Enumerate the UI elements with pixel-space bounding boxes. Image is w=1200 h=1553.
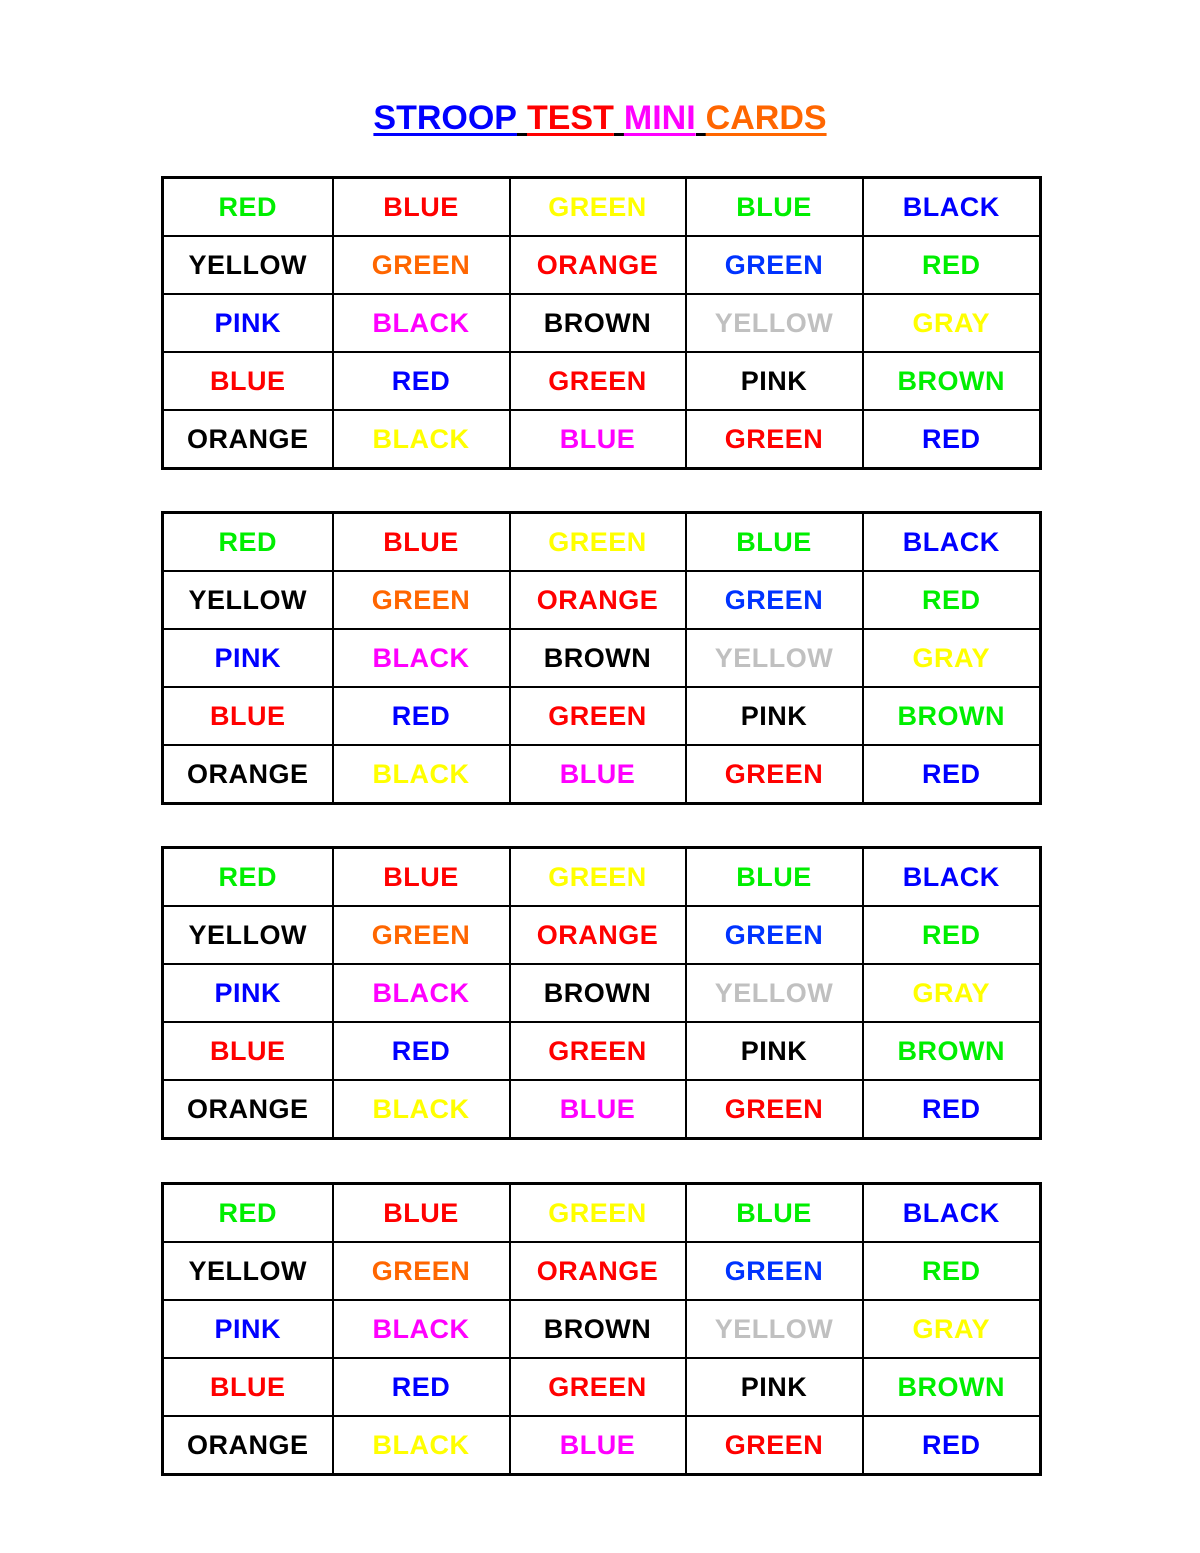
stroop-word: RED bbox=[391, 1371, 451, 1402]
card-row bbox=[163, 1184, 1041, 1243]
stroop-word: BROWN bbox=[897, 365, 1005, 396]
stroop-word: BROWN bbox=[543, 1313, 652, 1344]
card-row bbox=[163, 513, 1041, 572]
card-cell bbox=[333, 1358, 510, 1416]
card-cell bbox=[863, 178, 1041, 237]
stroop-card-3 bbox=[161, 846, 1042, 1140]
card-row bbox=[163, 745, 1041, 804]
card-cell bbox=[333, 848, 510, 907]
stroop-word: BLUE bbox=[210, 1035, 286, 1066]
stroop-word: RED bbox=[921, 584, 981, 615]
stroop-word: GREEN bbox=[724, 758, 824, 789]
stroop-word: ORANGE bbox=[536, 584, 659, 615]
card-cell bbox=[333, 178, 510, 237]
stroop-word: RED bbox=[921, 1093, 981, 1124]
stroop-word: ORANGE bbox=[536, 1255, 659, 1286]
card-cell bbox=[863, 745, 1041, 804]
stroop-word: BLACK bbox=[372, 1093, 470, 1124]
card-cell bbox=[863, 1300, 1041, 1358]
card-cell bbox=[333, 906, 510, 964]
card-cell bbox=[686, 629, 863, 687]
stroop-word: BLUE bbox=[383, 861, 459, 892]
card-row bbox=[163, 352, 1041, 410]
card-row bbox=[163, 1300, 1041, 1358]
stroop-word: BROWN bbox=[543, 642, 652, 673]
card-cell bbox=[863, 1416, 1041, 1475]
stroop-word: BLUE bbox=[210, 1371, 286, 1402]
stroop-word: PINK bbox=[214, 642, 281, 673]
card-cell bbox=[333, 513, 510, 572]
stroop-word: GREEN bbox=[548, 526, 647, 557]
stroop-word: RED bbox=[921, 423, 981, 454]
card-cell bbox=[510, 964, 686, 1022]
stroop-word: BLUE bbox=[736, 191, 812, 222]
stroop-word: RED bbox=[391, 1035, 451, 1066]
card-cell bbox=[163, 1022, 333, 1080]
stroop-word: RED bbox=[921, 1429, 981, 1460]
card-row bbox=[163, 1242, 1041, 1300]
card-cell bbox=[510, 1416, 686, 1475]
stroop-word: BLACK bbox=[902, 526, 1000, 557]
stroop-word: GREEN bbox=[371, 584, 471, 615]
stroop-word: RED bbox=[921, 919, 981, 950]
card-cell bbox=[863, 629, 1041, 687]
stroop-word: RED bbox=[921, 249, 981, 280]
card-row bbox=[163, 1358, 1041, 1416]
title-underline-gap bbox=[696, 133, 706, 136]
card-row bbox=[163, 178, 1041, 237]
card-cell bbox=[510, 236, 686, 294]
stroop-word: BLUE bbox=[383, 1197, 459, 1228]
card-cell bbox=[510, 1358, 686, 1416]
card-cell bbox=[863, 964, 1041, 1022]
card-cell bbox=[510, 1184, 686, 1243]
stroop-word: YELLOW bbox=[714, 1313, 834, 1344]
page-title bbox=[0, 98, 1200, 138]
card-cell bbox=[863, 906, 1041, 964]
stroop-word: GREEN bbox=[548, 700, 647, 731]
stroop-word: YELLOW bbox=[714, 307, 834, 338]
stroop-word: BLACK bbox=[372, 1429, 470, 1460]
stroop-word: YELLOW bbox=[714, 977, 834, 1008]
card-row bbox=[163, 848, 1041, 907]
card-cell bbox=[163, 1242, 333, 1300]
card-cell bbox=[163, 964, 333, 1022]
card-cell bbox=[510, 410, 686, 469]
card-cell bbox=[510, 178, 686, 237]
card-cell bbox=[686, 294, 863, 352]
stroop-word: GREEN bbox=[724, 584, 824, 615]
card-cell bbox=[163, 745, 333, 804]
card-cell bbox=[510, 745, 686, 804]
stroop-word: BLUE bbox=[559, 1429, 636, 1460]
card-cell bbox=[686, 1300, 863, 1358]
stroop-word: GREEN bbox=[371, 919, 471, 950]
stroop-word: BROWN bbox=[897, 700, 1005, 731]
title-word-cards: CARDS bbox=[705, 99, 827, 137]
card-cell bbox=[686, 410, 863, 469]
stroop-word: YELLOW bbox=[188, 919, 307, 950]
card-cell bbox=[686, 964, 863, 1022]
card-cell bbox=[863, 848, 1041, 907]
stroop-word: BLUE bbox=[383, 526, 459, 557]
card-cell bbox=[686, 236, 863, 294]
card-cell bbox=[333, 1080, 510, 1139]
card-cell bbox=[163, 848, 333, 907]
card-row bbox=[163, 687, 1041, 745]
stroop-word: ORANGE bbox=[536, 919, 659, 950]
stroop-word: YELLOW bbox=[188, 1255, 307, 1286]
title-word-stroop: STROOP bbox=[373, 99, 517, 137]
card-cell bbox=[163, 513, 333, 572]
card-cell bbox=[510, 571, 686, 629]
stroop-word: BLACK bbox=[372, 758, 470, 789]
stroop-card-4 bbox=[161, 1182, 1042, 1476]
card-cell bbox=[333, 745, 510, 804]
stroop-word: GREEN bbox=[548, 1197, 647, 1228]
stroop-word: BLUE bbox=[210, 365, 286, 396]
card-cell bbox=[333, 236, 510, 294]
stroop-word: BROWN bbox=[897, 1035, 1005, 1066]
card-cell bbox=[863, 1184, 1041, 1243]
stroop-word: BLUE bbox=[559, 758, 636, 789]
stroop-word: RED bbox=[921, 1255, 981, 1286]
stroop-word: PINK bbox=[214, 1313, 281, 1344]
stroop-word: BLACK bbox=[372, 307, 470, 338]
card-row bbox=[163, 571, 1041, 629]
card-cell bbox=[333, 571, 510, 629]
card-cell bbox=[510, 1022, 686, 1080]
card-cell bbox=[333, 1022, 510, 1080]
card-cell bbox=[686, 906, 863, 964]
card-cell bbox=[333, 964, 510, 1022]
stroop-word: PINK bbox=[740, 700, 808, 731]
title-word-mini: MINI bbox=[623, 99, 696, 137]
card-cell bbox=[686, 1358, 863, 1416]
card-cell bbox=[686, 1184, 863, 1243]
card-cell bbox=[510, 629, 686, 687]
card-cell bbox=[333, 294, 510, 352]
card-cell bbox=[686, 1022, 863, 1080]
stroop-word: PINK bbox=[214, 307, 281, 338]
stroop-word: BLACK bbox=[902, 191, 1000, 222]
card-cell bbox=[863, 236, 1041, 294]
card-cell bbox=[163, 571, 333, 629]
card-row bbox=[163, 410, 1041, 469]
stroop-word: YELLOW bbox=[188, 249, 307, 280]
stroop-word: BLUE bbox=[383, 191, 459, 222]
card-row bbox=[163, 236, 1041, 294]
stroop-word: PINK bbox=[740, 365, 808, 396]
stroop-word: BROWN bbox=[543, 977, 652, 1008]
card-cell bbox=[686, 848, 863, 907]
card-row bbox=[163, 1416, 1041, 1475]
card-row bbox=[163, 294, 1041, 352]
card-cell bbox=[163, 1300, 333, 1358]
stroop-word: GREEN bbox=[724, 1429, 824, 1460]
card-cell bbox=[163, 352, 333, 410]
card-cell bbox=[163, 294, 333, 352]
card-cell bbox=[333, 1300, 510, 1358]
card-cell bbox=[510, 906, 686, 964]
card-row bbox=[163, 629, 1041, 687]
card-cell bbox=[163, 236, 333, 294]
card-cell bbox=[163, 1416, 333, 1475]
card-cell bbox=[333, 687, 510, 745]
card-cell bbox=[863, 410, 1041, 469]
card-cell bbox=[686, 1416, 863, 1475]
stroop-word: GREEN bbox=[548, 191, 647, 222]
stroop-word: RED bbox=[218, 526, 277, 557]
stroop-word: BLACK bbox=[902, 861, 1000, 892]
card-cell bbox=[686, 178, 863, 237]
card-cell bbox=[333, 410, 510, 469]
stroop-word: BLACK bbox=[372, 977, 470, 1008]
stroop-word: RED bbox=[218, 191, 277, 222]
stroop-word: BLACK bbox=[372, 642, 470, 673]
card-cell bbox=[510, 1242, 686, 1300]
stroop-word: GREEN bbox=[371, 249, 471, 280]
stroop-word: BLUE bbox=[559, 1093, 636, 1124]
card-cell bbox=[510, 294, 686, 352]
card-cell bbox=[510, 848, 686, 907]
card-cell bbox=[333, 1242, 510, 1300]
stroop-word: GREEN bbox=[724, 919, 824, 950]
card-cell bbox=[333, 1184, 510, 1243]
card-cell bbox=[333, 1416, 510, 1475]
stroop-word: BLUE bbox=[736, 861, 812, 892]
stroop-word: ORANGE bbox=[186, 1429, 309, 1460]
card-cell bbox=[863, 294, 1041, 352]
card-cell bbox=[163, 1184, 333, 1243]
stroop-word: PINK bbox=[740, 1371, 808, 1402]
stroop-word: ORANGE bbox=[186, 758, 309, 789]
card-cell bbox=[863, 571, 1041, 629]
card-cell bbox=[686, 1080, 863, 1139]
stroop-word: GREEN bbox=[548, 1371, 647, 1402]
card-cell bbox=[686, 1242, 863, 1300]
stroop-word: RED bbox=[921, 758, 981, 789]
title-underline-gap bbox=[517, 133, 527, 136]
stroop-word: BROWN bbox=[543, 307, 652, 338]
stroop-card-2 bbox=[161, 511, 1042, 805]
stroop-word: PINK bbox=[740, 1035, 808, 1066]
stroop-word: GREEN bbox=[724, 1255, 824, 1286]
title-word-test: TEST bbox=[526, 99, 614, 137]
stroop-card-1 bbox=[161, 176, 1042, 470]
stroop-word: BLACK bbox=[372, 423, 470, 454]
stroop-word: GREEN bbox=[548, 365, 647, 396]
stroop-word: GRAY bbox=[912, 307, 991, 338]
stroop-word: GRAY bbox=[912, 977, 991, 1008]
card-cell bbox=[163, 178, 333, 237]
stroop-word: GRAY bbox=[912, 1313, 991, 1344]
card-cell bbox=[333, 352, 510, 410]
stroop-word: GREEN bbox=[724, 423, 824, 454]
card-row bbox=[163, 964, 1041, 1022]
card-cell bbox=[686, 513, 863, 572]
stroop-word: RED bbox=[218, 1197, 277, 1228]
card-row bbox=[163, 906, 1041, 964]
card-cell bbox=[163, 906, 333, 964]
card-cell bbox=[163, 687, 333, 745]
stroop-word: YELLOW bbox=[714, 642, 834, 673]
card-cell bbox=[163, 1080, 333, 1139]
stroop-word: GRAY bbox=[912, 642, 991, 673]
stroop-word: GREEN bbox=[548, 1035, 647, 1066]
card-cell bbox=[163, 629, 333, 687]
stroop-word: BLUE bbox=[736, 526, 812, 557]
stroop-word: ORANGE bbox=[186, 1093, 309, 1124]
card-cell bbox=[163, 1358, 333, 1416]
card-cell bbox=[863, 1022, 1041, 1080]
stroop-word: BLUE bbox=[559, 423, 636, 454]
card-cell bbox=[510, 352, 686, 410]
card-cell bbox=[863, 687, 1041, 745]
card-cell bbox=[510, 513, 686, 572]
stroop-word: BLUE bbox=[736, 1197, 812, 1228]
stroop-word: GREEN bbox=[371, 1255, 471, 1286]
card-cell bbox=[863, 352, 1041, 410]
card-cell bbox=[686, 352, 863, 410]
card-cell bbox=[686, 745, 863, 804]
card-cell bbox=[686, 571, 863, 629]
stroop-word: BLACK bbox=[902, 1197, 1000, 1228]
stroop-word: YELLOW bbox=[188, 584, 307, 615]
stroop-word: BLACK bbox=[372, 1313, 470, 1344]
stroop-word: PINK bbox=[214, 977, 281, 1008]
stroop-word: BLUE bbox=[210, 700, 286, 731]
card-cell bbox=[510, 1080, 686, 1139]
stroop-word: ORANGE bbox=[186, 423, 309, 454]
card-cell bbox=[863, 1080, 1041, 1139]
stroop-word: GREEN bbox=[724, 249, 824, 280]
card-row bbox=[163, 1080, 1041, 1139]
stroop-word: BROWN bbox=[897, 1371, 1005, 1402]
card-row bbox=[163, 1022, 1041, 1080]
card-cell bbox=[863, 1358, 1041, 1416]
stroop-word: RED bbox=[218, 861, 277, 892]
stroop-word: RED bbox=[391, 700, 451, 731]
stroop-word: GREEN bbox=[548, 861, 647, 892]
card-cell bbox=[863, 1242, 1041, 1300]
title-underline-gap bbox=[614, 133, 624, 136]
card-cell bbox=[163, 410, 333, 469]
card-cell bbox=[510, 687, 686, 745]
card-cell bbox=[333, 629, 510, 687]
card-cell bbox=[686, 687, 863, 745]
stroop-word: RED bbox=[391, 365, 451, 396]
stroop-word: ORANGE bbox=[536, 249, 659, 280]
stroop-word: GREEN bbox=[724, 1093, 824, 1124]
card-cell bbox=[863, 513, 1041, 572]
card-cell bbox=[510, 1300, 686, 1358]
